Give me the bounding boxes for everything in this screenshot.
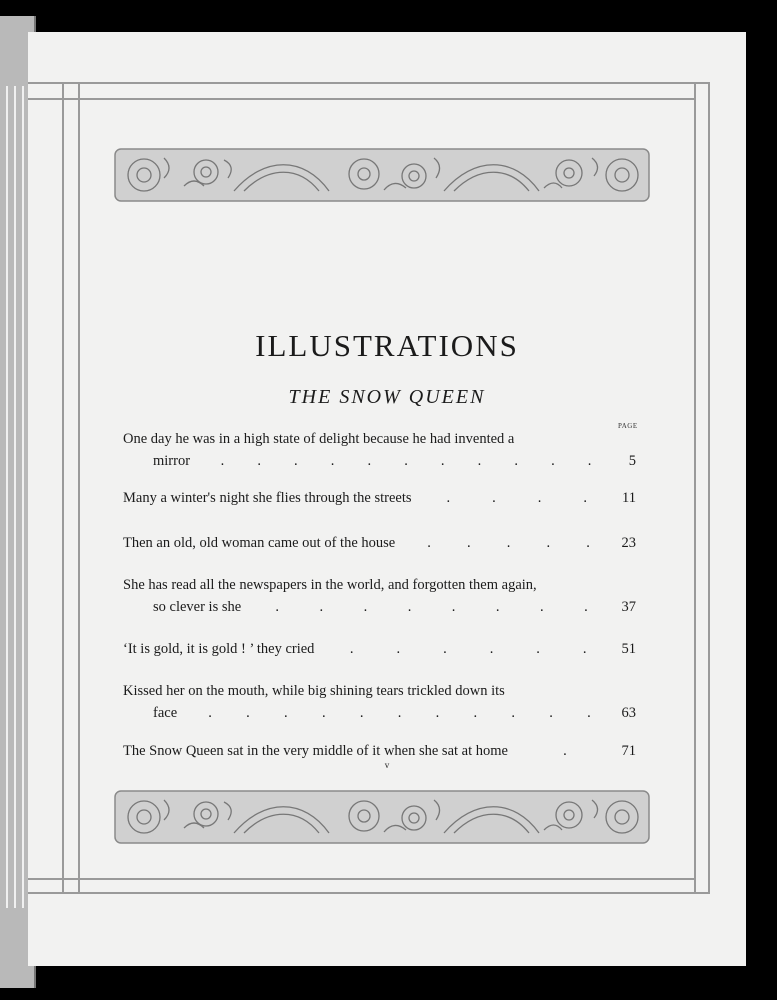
page-number: 51	[621, 641, 636, 657]
list-item: She has read all the newspapers in the world, and forgotten them again, so clever is she . . . . . . . . 37	[123, 574, 636, 618]
page-column-label: PAGE	[618, 422, 638, 430]
list-item: One day he was in a high state of delight because he had invented a mirror . . . . . . . . . . . 5	[123, 428, 636, 472]
page-title: ILLUSTRATIONS	[255, 328, 519, 363]
page-number: 5	[628, 453, 636, 469]
list-item: ‘It is gold, it is gold ! ’ they cried . . . . . . 51	[123, 638, 636, 660]
frame-top-outer	[28, 82, 708, 84]
frame-right-outer	[708, 82, 710, 894]
page-number: 37	[621, 599, 636, 615]
bottom-floral-ornament	[114, 788, 650, 846]
frame-top-inner	[28, 98, 696, 100]
frame-left-outer	[62, 82, 64, 894]
frame-bottom-inner	[28, 878, 696, 880]
book-page	[28, 32, 746, 966]
list-item: Then an old, old woman came out of the house . . . . . 23	[123, 532, 636, 554]
page-number: 63	[621, 705, 636, 721]
page-number: 71	[621, 743, 636, 759]
folio-number: v	[384, 760, 390, 770]
list-item: The Snow Queen sat in the very middle of it when she sat at home . 71	[123, 740, 636, 762]
frame-bottom-outer	[28, 892, 708, 894]
frame-right-inner	[694, 82, 696, 894]
page-number: 23	[621, 535, 636, 551]
top-floral-ornament	[114, 146, 650, 204]
section-title: THE SNOW QUEEN	[288, 386, 486, 408]
list-item: Many a winter's night she flies through the streets . . . . 11	[123, 487, 636, 509]
frame-left-inner	[78, 82, 80, 894]
page-number: 11	[622, 490, 636, 506]
list-item: Kissed her on the mouth, while big shining tears trickled down its face . . . . . . . . . . . 63	[123, 680, 636, 724]
